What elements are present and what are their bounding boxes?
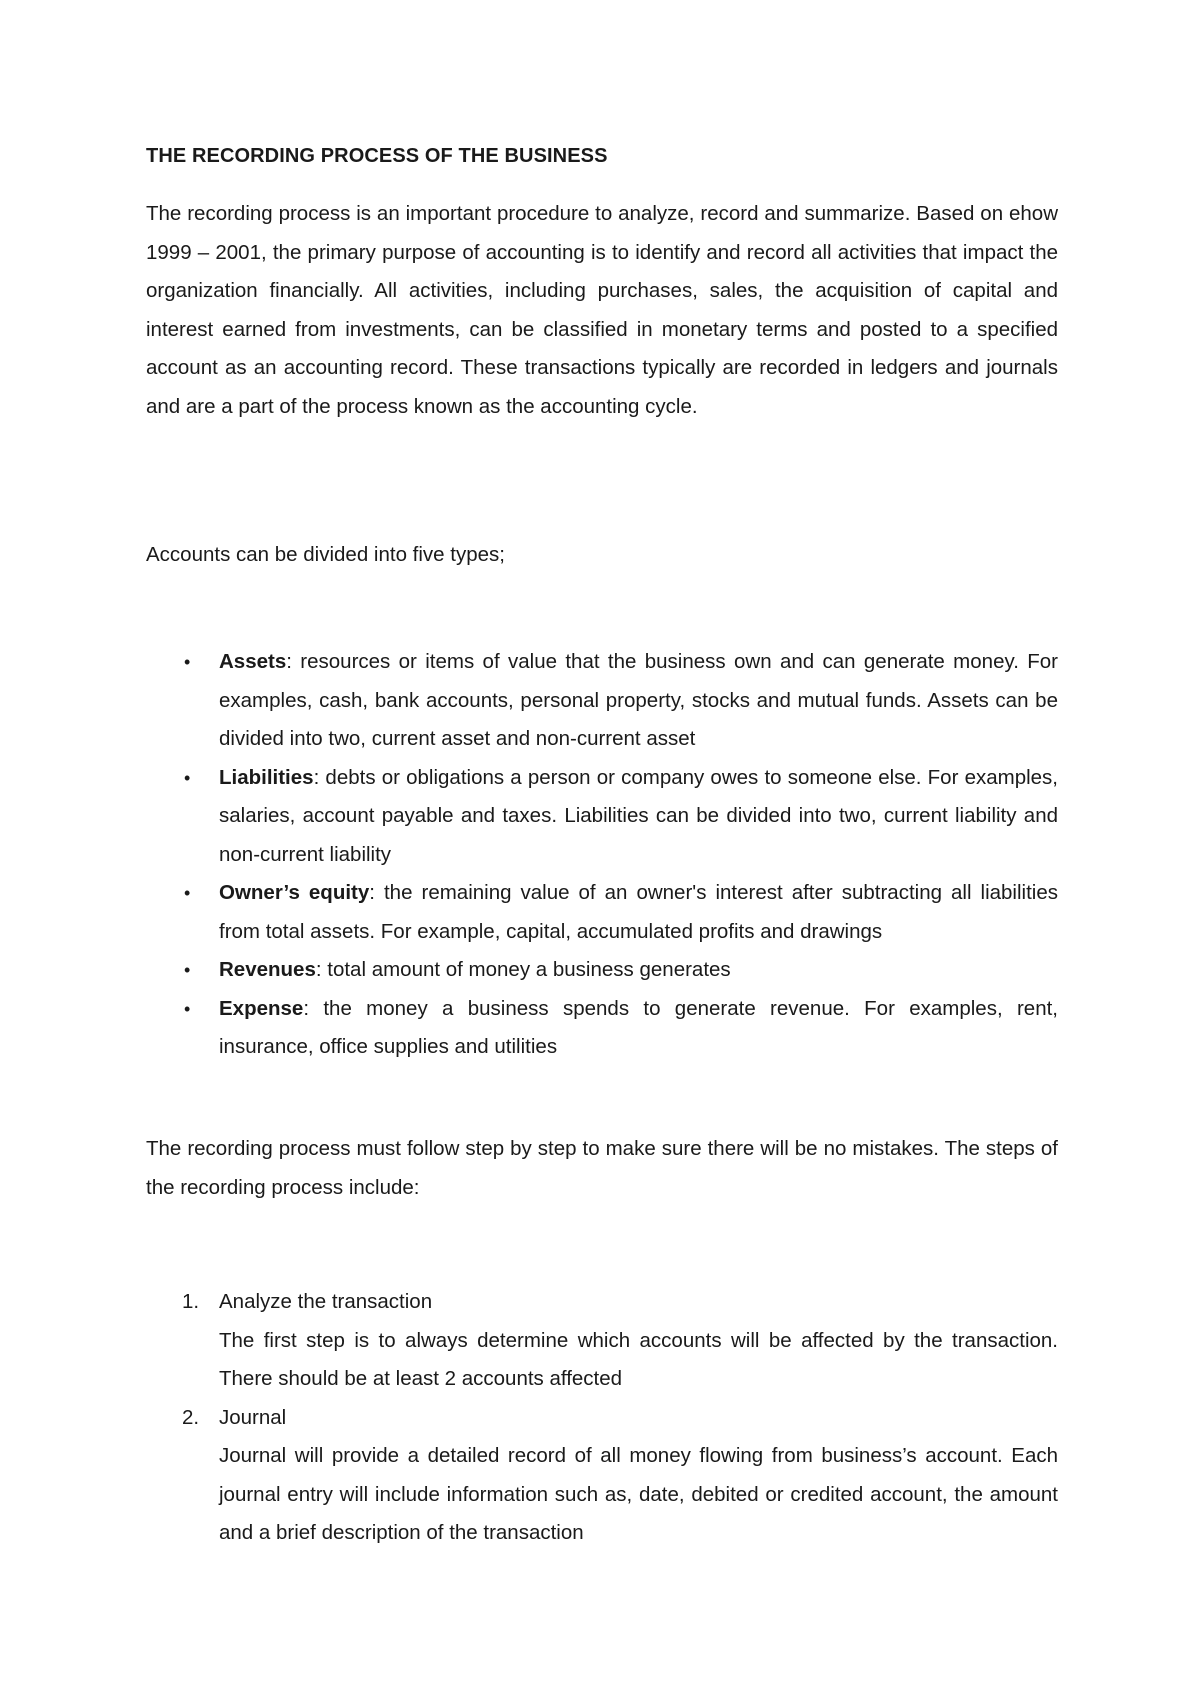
bullet-icon: • — [184, 998, 191, 1019]
step-number: 2. — [182, 1405, 200, 1429]
account-type-description: : the money a business spends to generate revenue. For examples, rent, insurance, office supplies and utilities — [219, 996, 1058, 1058]
document-title: THE RECORDING PROCESS OF THE BUSINESS — [146, 145, 608, 167]
list-item — [146, 1399, 1058, 1553]
account-type-description: : total amount of money a business generates — [315, 958, 731, 981]
list-item — [146, 874, 1058, 951]
account-type-term: Expense — [219, 996, 304, 1020]
list-item — [146, 759, 1058, 875]
recording-steps-list — [146, 1283, 1058, 1553]
list-item — [146, 1283, 1058, 1399]
steps-intro-paragraph: The recording process must follow step by step to make sure there will be no mistakes. The steps of the recording process include: — [146, 1137, 1058, 1199]
account-type-description: : the remaining value of an owner's interest after subtracting all liabilities from total assets. For example, capital, accumulated profits and drawings — [219, 881, 1058, 943]
account-type-term: Revenues — [219, 958, 316, 981]
bullet-icon: • — [184, 767, 191, 788]
account-types-intro: Accounts can be divided into five types; — [146, 543, 505, 566]
step-title: Journal — [219, 1405, 287, 1429]
account-type-term: Assets — [219, 650, 287, 673]
bullet-icon: • — [184, 883, 191, 903]
step-description: The first step is to always determine which accounts will be affected by the transaction. There should be at least 2 accounts affected — [219, 1328, 1058, 1390]
bullet-icon: • — [184, 652, 191, 672]
list-item — [146, 951, 1058, 990]
bullet-icon: • — [184, 960, 191, 980]
account-type-description: : debts or obligations a person or company owes to someone else. For examples, salaries, account payable and taxes. Liabilities can be divided into two, current liability and non-current liability — [219, 765, 1058, 866]
step-number: 1. — [182, 1290, 200, 1313]
account-type-term: Liabilities — [219, 765, 314, 789]
step-title: Analyze the transaction — [219, 1290, 433, 1313]
intro-paragraph: The recording process is an important procedure to analyze, record and summarize. Based on ehow 1999 – 2001, the primary purpose of accounting is to identify and record all activities that impact the organization financially. All activities, including purchases, sales, the acquisition of capital and interest earned from investments, can be classified in monetary terms and posted to a specified account as an accounting record. These transactions typically are recorded in ledgers and journals and are a part of the process known as the accounting cycle. — [146, 202, 1058, 418]
account-type-description: : resources or items of value that the business own and can generate money. For examples, cash, bank accounts, personal property, stocks and mutual funds. Assets can be divided into two, current asset and non-current asset — [219, 650, 1058, 750]
account-type-term: Owner’s equity — [219, 881, 370, 904]
step-description: Journal will provide a detailed record of all money flowing from business’s account. Each journal entry will include information such as, date, debited or credited account, the amount and a brief description of the transaction — [219, 1444, 1058, 1544]
list-item — [146, 990, 1058, 1067]
list-item — [146, 643, 1058, 759]
account-types-list — [146, 643, 1058, 1067]
